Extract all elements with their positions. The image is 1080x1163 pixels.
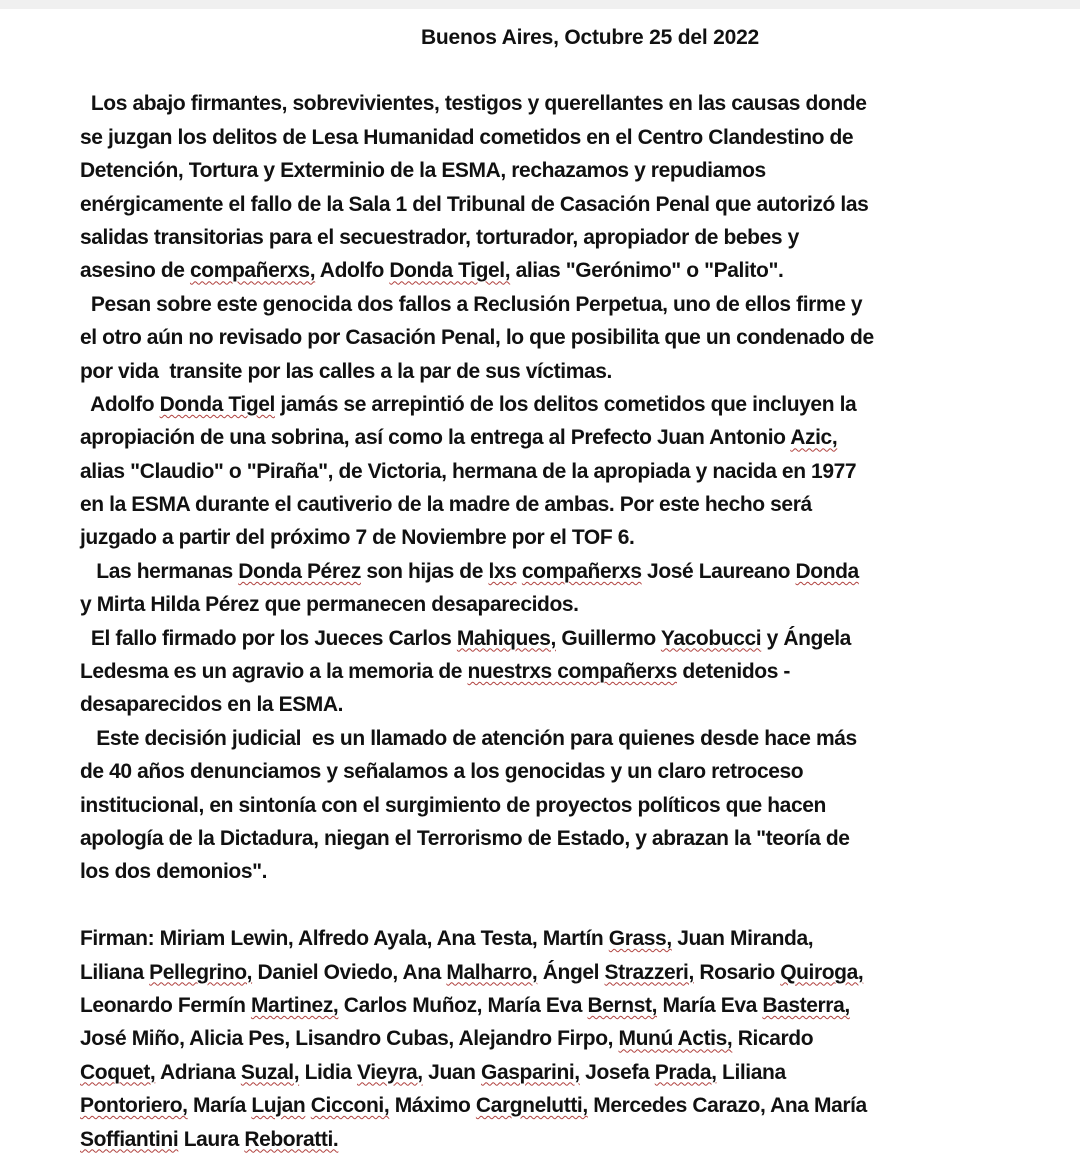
text-segment: Los abajo firmantes, sobrevivientes, testigos y querellantes en las causas donde [80,92,867,116]
text-segment: en la ESMA durante el cautiverio de la madre de ambas. Por este hecho será [80,493,812,517]
misspelled-word: Basterra, [762,993,850,1017]
text-segment: de 40 años denunciamos y señalamos a los genocidas y un claro retroceso [80,760,804,784]
misspelled-word: Quiroga, [780,960,864,984]
blank-line [80,889,1080,922]
text-segment: Juan Miranda, [671,927,814,951]
text-line [80,288,1080,321]
misspelled-word: Gasparini, [481,1060,580,1084]
text-line [80,555,1080,588]
text-segment: salidas transitorias para el secuestrador, torturador, apropiador de bebes y [80,225,799,249]
misspelled-word: Reboratti. [244,1127,339,1151]
text-line [80,488,1080,521]
text-line [80,989,1080,1022]
text-line [80,622,1080,655]
misspelled-word: Donda Tigel [159,392,275,416]
page-top-edge [0,0,1080,9]
text-segment: detenidos - [676,660,791,684]
misspelled-word: Donda [795,559,859,583]
text-line [80,254,1080,287]
misspelled-word: Strazzeri, [604,960,694,984]
text-segment: José Miño, Alicia Pes, Lisandro Cubas, Alejandro Firpo, [80,1027,619,1051]
text-line [80,1056,1080,1089]
misspelled-word: compañerxs, [189,259,316,283]
text-segment: Liliana [716,1060,786,1084]
text-segment: Guillermo [555,626,661,650]
text-line [80,789,1080,822]
text-segment: Ricardo [732,1027,814,1051]
text-segment: Adolfo [80,392,160,416]
text-segment: María [187,1094,252,1118]
text-segment: Liliana [80,960,150,984]
document-body [0,87,1080,1156]
misspelled-word: Mahiques, [456,626,556,650]
text-line [80,688,1080,721]
misspelled-word: Pellegrino, [149,960,253,984]
misspelled-word: Soffiantini [80,1127,179,1151]
text-segment: los dos demonios". [80,860,268,884]
misspelled-word: Bernst, [587,993,658,1017]
text-line [80,521,1080,554]
misspelled-word: lxs [488,559,517,583]
misspelled-word: Munú Actis, [618,1027,733,1051]
text-line [80,855,1080,888]
text-line [80,188,1080,221]
text-segment: y Mirta Hilda Pérez que permanecen desaparecidos. [80,593,579,617]
text-segment: y Ángela [761,626,851,650]
text-segment: apología de la Dictadura, niegan el Terrorismo de Estado, y abrazan la "teoría de [80,827,850,850]
text-segment: asesino de [80,259,190,283]
text-line [80,655,1080,688]
text-segment: Las hermanas [80,559,239,583]
text-line [80,1089,1080,1122]
text-line [80,355,1080,388]
text-line [80,956,1080,989]
misspelled-word: Suzal, [240,1060,300,1084]
text-segment: Daniel Oviedo, Ana [252,960,447,984]
misspelled-word: compañerxs [521,559,642,583]
text-segment: Mercedes Carazo, Ana María [587,1094,867,1118]
misspelled-word: Martinez, [250,993,339,1017]
text-segment: alias "Gerónimo" o "Palito". [510,259,784,283]
text-line [80,1123,1080,1156]
text-segment: Adriana [155,1060,241,1084]
text-segment: desaparecidos en la ESMA. [80,693,344,717]
misspelled-word: Vieyra, [357,1060,423,1084]
text-segment: Rosario [693,960,781,984]
text-segment: juzgado a partir del próximo 7 de Noviembre por el TOF 6. [80,526,635,550]
text-segment: alias "Claudio" o "Piraña", de Victoria, hermana de la apropiada y nacida en 1977 [80,459,857,483]
misspelled-word: Yacobucci [660,626,762,650]
misspelled-word: Grass, [608,927,672,951]
misspelled-word: Donda Tigel, [389,259,511,283]
text-line [80,922,1080,955]
text-segment: Firman: Miriam Lewin, Alfredo Ayala, Ana Testa, Martín [80,927,609,951]
text-segment: Pesan sobre este genocida dos fallos a Reclusión Perpetua, uno de ellos firme y [80,292,863,316]
text-line [80,388,1080,421]
text-segment: Este decisión judicial es un llamado de atención para quienes desde hace más [80,726,857,750]
text-line [80,588,1080,621]
text-line [80,421,1080,454]
text-segment: el otro aún no revisado por Casación Penal, lo que posibilita que un condenado de [80,326,874,350]
text-segment: Adolfo [315,259,390,283]
text-segment: Detención, Tortura y Exterminio de la ESMA, rechazamos y repudiamos [80,159,766,183]
misspelled-word: Lujan [251,1094,306,1118]
text-segment: son hijas de [361,559,489,583]
misspelled-word: nuestrxs compañerxs [467,660,677,684]
misspelled-word: Malharro, [446,960,538,984]
text-line [80,154,1080,187]
text-line [80,1022,1080,1055]
text-segment: Lidia [299,1060,358,1084]
text-segment: por vida transite por las calles a la par de sus víctimas. [80,359,612,383]
text-segment: institucional, en sintonía con el surgimiento de proyectos políticos que hacen [80,793,826,817]
misspelled-word: Cargnelutti, [475,1094,588,1118]
text-segment: enérgicamente el fallo de la Sala 1 del Tribunal de Casación Penal que autorizó las [80,192,869,216]
misspelled-word: Coquet, [80,1060,156,1084]
text-line [80,822,1080,855]
text-segment: Josefa [579,1060,655,1084]
date-line: Buenos Aires, Octubre 25 del 2022 [420,26,760,49]
text-segment: Máximo [389,1094,476,1118]
text-segment: Carlos Muñoz, María Eva [338,993,588,1017]
text-line [80,722,1080,755]
misspelled-word: Prada, [654,1060,717,1084]
text-segment: Ledesma es un agravio a la memoria de [80,660,468,684]
misspelled-word: Cicconi, [310,1094,390,1118]
text-segment: José Laureano [641,559,796,583]
text-line [80,755,1080,788]
text-line [80,455,1080,488]
text-line [80,321,1080,354]
misspelled-word: Pontoriero, [80,1094,188,1118]
misspelled-word: Donda Pérez [238,559,361,583]
text-segment: apropiación de una sobrina, así como la entrega al Prefecto Juan Antonio [80,426,791,450]
text-segment: jamás se arrepintió de los delitos cometidos que incluyen la [275,392,857,416]
text-segment: El fallo firmado por los Jueces Carlos [80,626,457,650]
text-segment: María Eva [657,993,763,1017]
misspelled-word: Azic, [790,426,838,450]
text-line [80,221,1080,254]
text-line [80,121,1080,154]
text-segment: Juan [422,1060,482,1084]
text-segment: Leonardo Fermín [80,993,251,1017]
text-segment: Laura [178,1127,245,1151]
text-line [80,87,1080,120]
text-segment: Ángel [537,960,605,984]
text-segment: se juzgan los delitos de Lesa Humanidad cometidos en el Centro Clandestino de [80,125,854,149]
